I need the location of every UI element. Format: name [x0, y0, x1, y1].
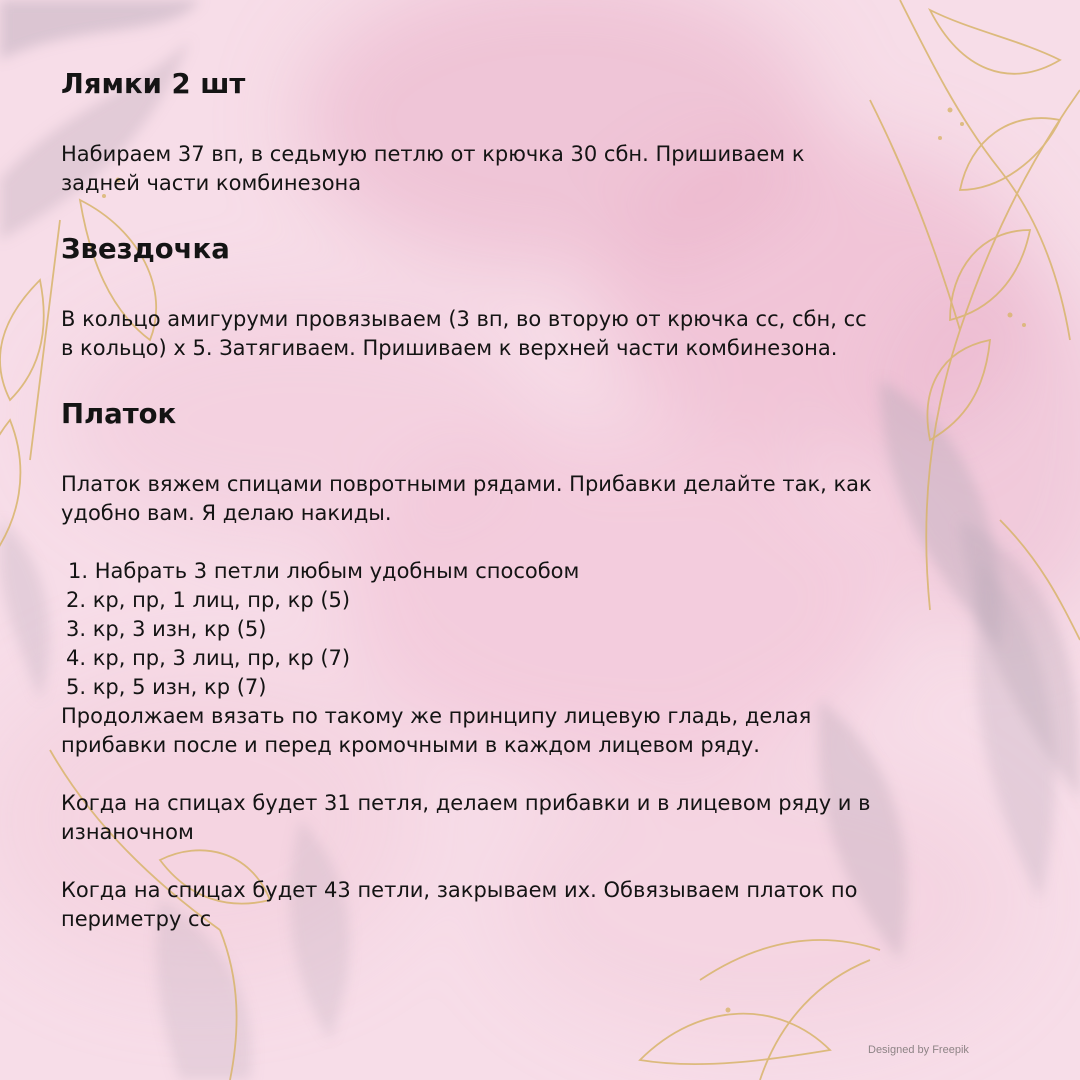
- text-line: задней части комбинезона: [61, 171, 362, 195]
- text-line: Когда на спицах будет 31 петля, делаем прибавки и в лицевом ряду и в: [61, 791, 871, 815]
- text-line: В кольцо амигуруми провязываем (3 вп, во вторую от крючка сс, сбн, сс: [61, 307, 867, 331]
- text-line: Продолжаем вязать по такому же принципу лицевую гладь, делая: [61, 704, 812, 728]
- list-item: 3. кр, 3 изн, кр (5): [66, 617, 267, 641]
- section-title-straps: Лямки 2 шт: [61, 68, 246, 100]
- designer-credit: Designed by Freepik: [868, 1044, 969, 1056]
- list-item: 1. Набрать 3 петли любым удобным способом: [68, 559, 580, 583]
- list-item: 2. кр, пр, 1 лиц, пр, кр (5): [66, 588, 351, 612]
- text-line: Платок вяжем спицами повротными рядами. Прибавки делайте так, как: [61, 472, 872, 496]
- section-title-star: Звездочка: [61, 233, 230, 265]
- text-line: удобно вам. Я делаю накиды.: [61, 501, 392, 525]
- text-line: Набираем 37 вп, в седьмую петлю от крючка 30 сбн. Пришиваем к: [61, 142, 805, 166]
- text-line: в кольцо) х 5. Затягиваем. Пришиваем к верхней части комбинезона.: [61, 336, 838, 360]
- list-item: 5. кр, 5 изн, кр (7): [66, 675, 267, 699]
- text-line: периметру сс: [61, 907, 212, 931]
- text-line: Когда на спицах будет 43 петли, закрываем их. Обвязываем платок по: [61, 878, 858, 902]
- section-title-kerchief: Платок: [61, 398, 177, 430]
- text-line: прибавки после и перед кромочными в каждом лицевом ряду.: [61, 733, 760, 757]
- text-line: изнаночном: [61, 820, 194, 844]
- list-item: 4. кр, пр, 3 лиц, пр, кр (7): [66, 646, 351, 670]
